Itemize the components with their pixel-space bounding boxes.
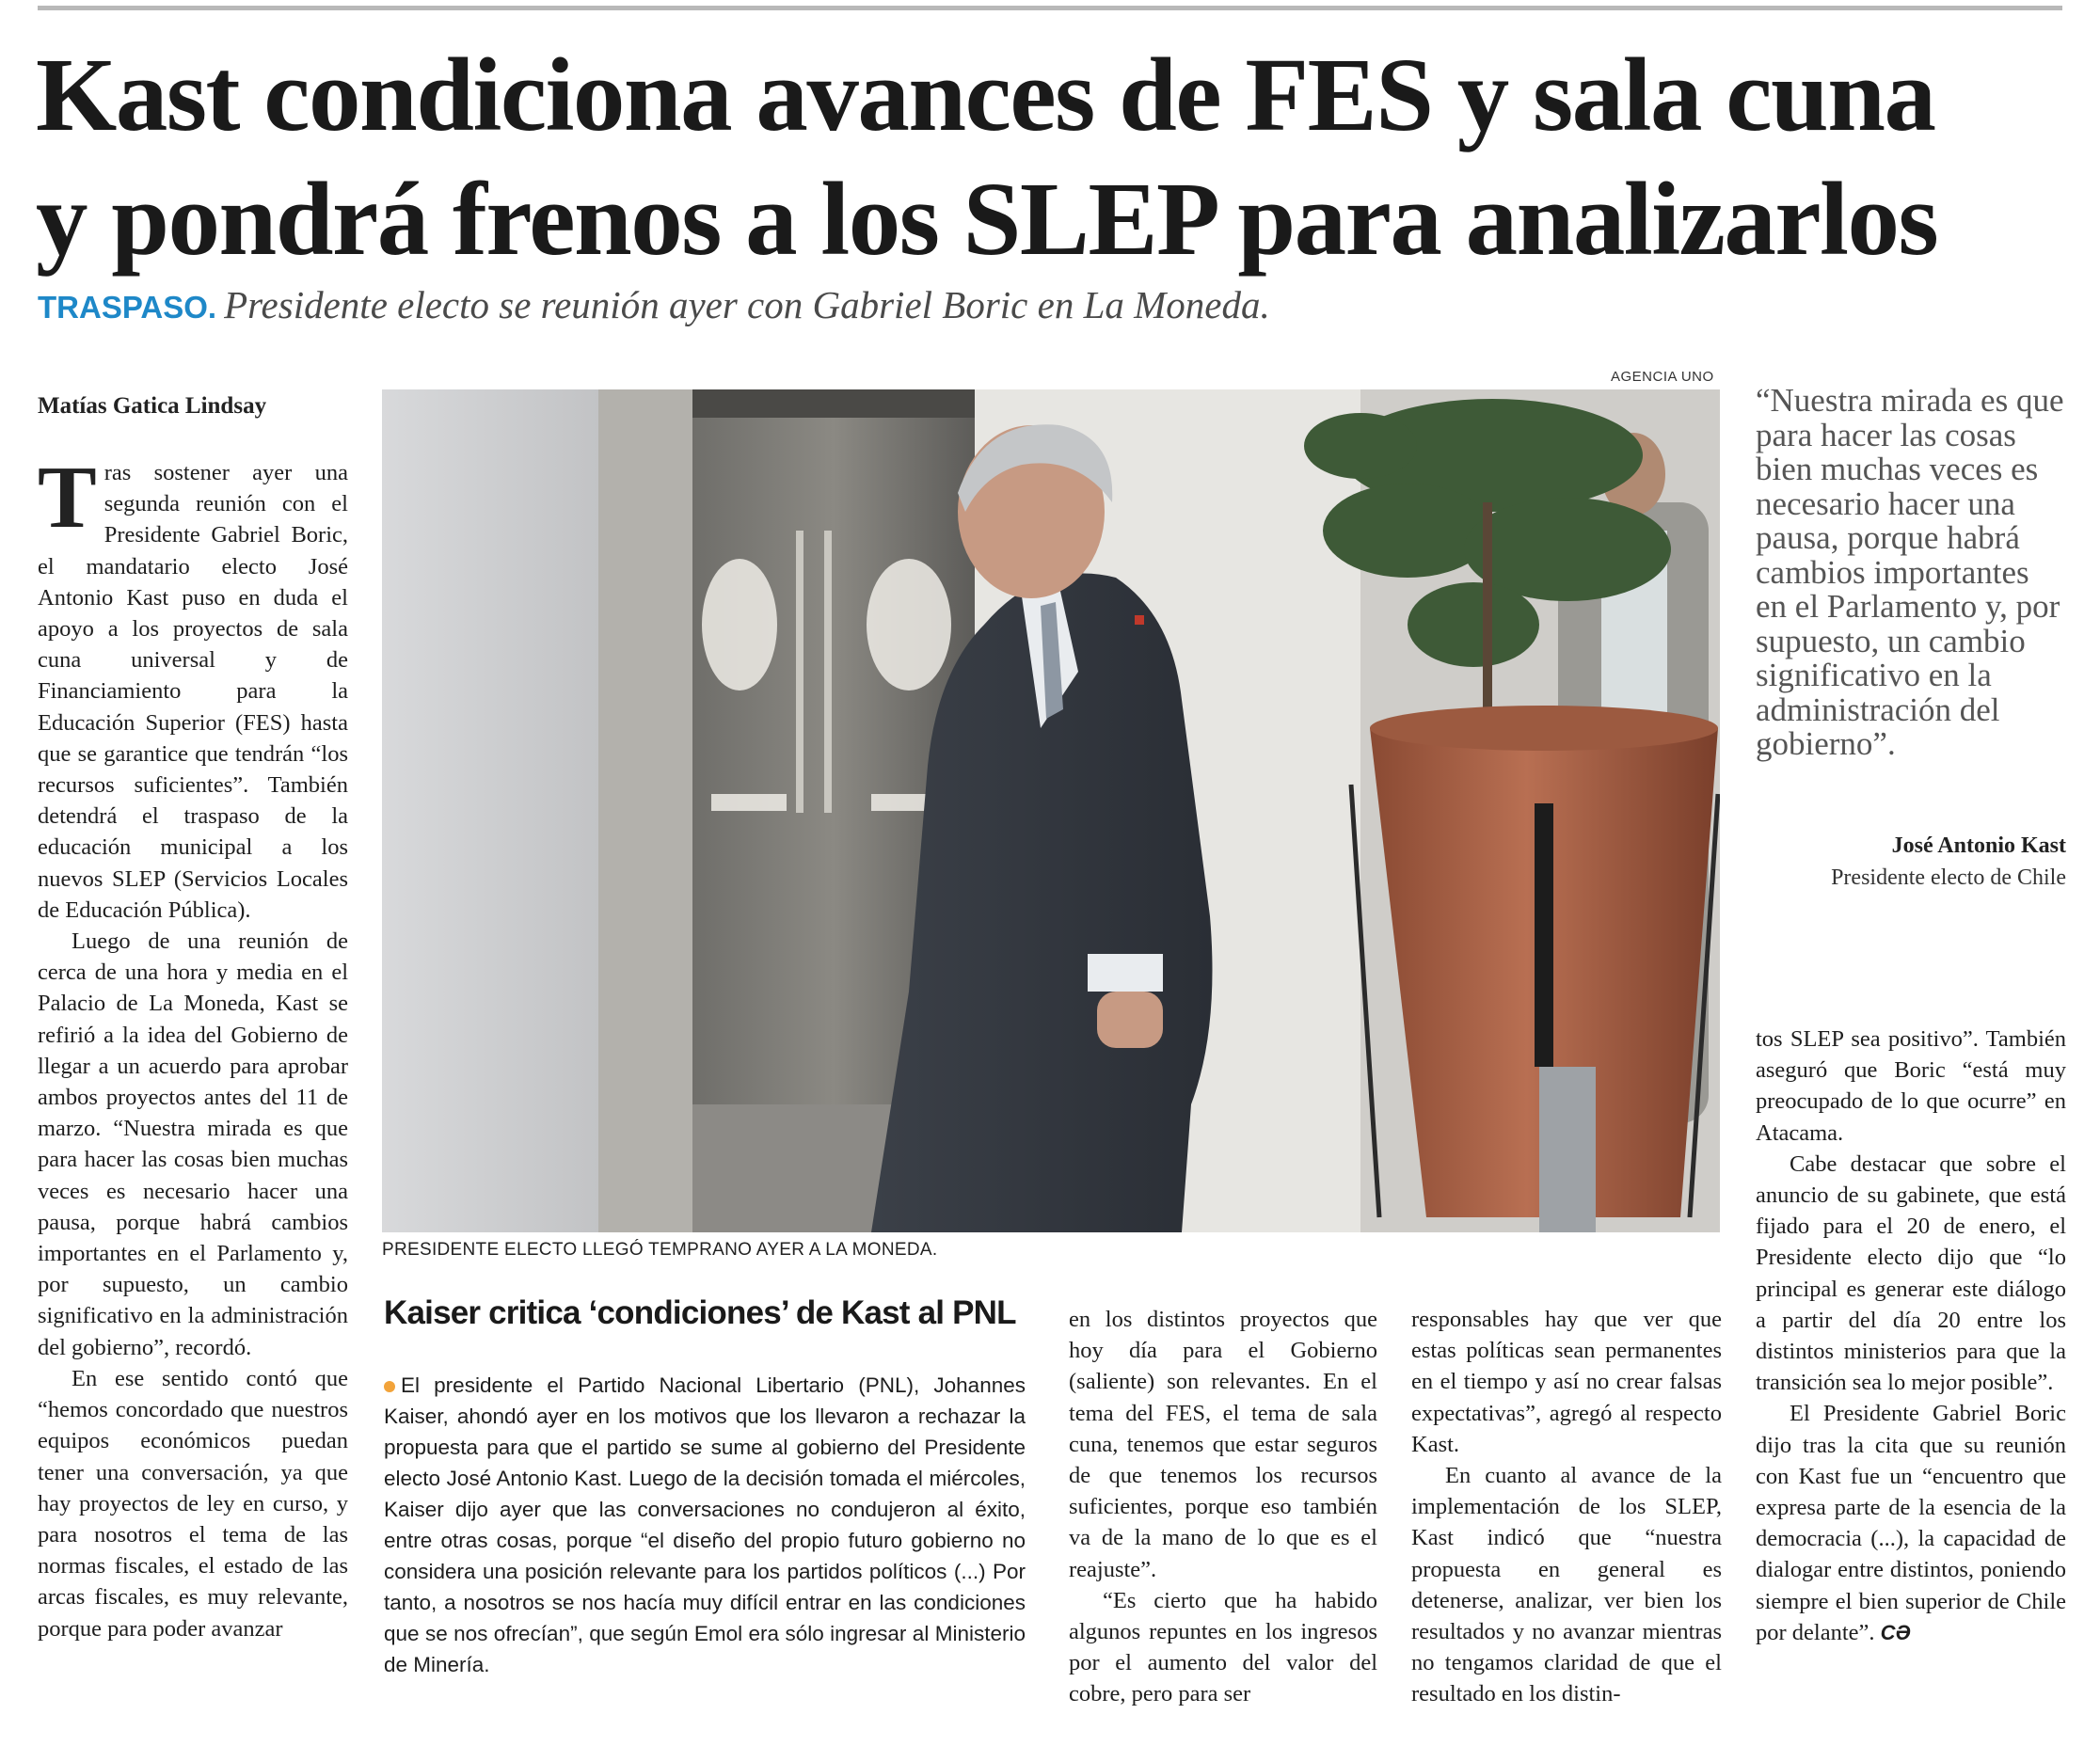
orange-bullet-icon <box>384 1381 395 1392</box>
article-paragraph-3: En ese sentido contó que “hemos concordado que nuestros equipos económicos puedan tener una conversación, ya que hay proyectos de ley en curso, y para nosotros el tema de las normas fiscales, el estado de las arcas fiscales, es muy relevante, porque para poder avanzar <box>38 1365 348 1642</box>
article-paragraph-8: tos SLEP sea positivo”. También aseguró que Boric “está muy preocupado de lo que ocurre” en Atacama. <box>1756 1026 2066 1146</box>
top-rule <box>38 6 2062 10</box>
byline: Matías Gatica Lindsay <box>38 393 267 419</box>
article-paragraph-4: en los distintos proyectos que hoy día para el Gobierno (saliente) son relevantes. En el tema del FES, el tema de sala cuna, tenemos que estar seguros de que tenemos los recursos suficientes, porque eso también va de la mano de lo que es el reajuste”. <box>1069 1307 1377 1582</box>
sidebar-body <box>384 1370 1026 1680</box>
sidebar-text: El presidente el Partido Nacional Libertario (PNL), Johannes Kaiser, ahondó ayer en los motivos que los llevaron a rechazar la propuesta para que el partido se sume al gobierno del Presidente electo José Antonio Kast. Luego de la decisión tomada el miércoles, Kaiser dijo ayer que las conversaciones no condujeron al éxito, entre otras cosas, porque “el diseño del propio futuro gobierno no considera una posición relevante para los partidos políticos (...) Por tanto, a nosotros se nos hacía muy difícil entrar en las condiciones que se nos ofrecían”, que según Emol era sólo ingresar al Ministerio de Minería. <box>384 1373 1026 1676</box>
photo-caption: PRESIDENTE ELECTO LLEGÓ TEMPRANO AYER A LA MONEDA. <box>382 1240 938 1260</box>
pull-quote-author: José Antonio Kast <box>1891 833 2066 858</box>
article-column-1 <box>38 449 348 1644</box>
article-paragraph-1: Tras sostener ayer una segunda reunión con el Presidente Gabriel Boric, el mandatario electo José Antonio Kast puso en duda el apoyo a los proyectos de sala cuna universal y de Financiamiento para la Educación Superior (FES) hasta que se garantice que tendrán “los recursos suficientes”. También detendrá el traspaso de la educación municipal a los nuevos SLEP (Servicios Locales de Educación Pública). <box>38 449 348 923</box>
article-paragraph-7: En cuanto al avance de la implementación de los SLEP, Kast indicó que “nuestra propuesta en general es detenerse, analizar, ver bien los resultados y no avanzar mientras no tengamos claridad de que el resultado en los distin- <box>1411 1463 1722 1707</box>
headline-line-2: y pondrá frenos a los SLEP para analizarlos <box>36 162 1938 278</box>
article-paragraph-10: El Presidente Gabriel Boric dijo tras la cita que su reunión con Kast fue un “encuentro que expresa parte de la esencia de la democracia (...), la capacidad de dialogar entre distintos, poniendo siempre el bien superior de Chile por delante”. CƏ <box>1756 1401 2066 1645</box>
sidebar-title: Kaiser critica ‘condiciones’ de Kast al PNL <box>384 1294 1016 1331</box>
pull-quote-role: Presidente electo de Chile <box>1831 865 2066 890</box>
headline-line-1: Kast condiciona avances de FES y sala cuna <box>36 38 1935 153</box>
article-paragraph-9: Cabe destacar que sobre el anuncio de su gabinete, que está fijado para el 20 de enero, el Presidente electo dijo que “lo principal es generar este diálogo a partir del día 20 entre los distintos ministerios para que la transición sea lo mejor posible”. <box>1756 1151 2066 1396</box>
article-paragraph-2: Luego de una reunión de cerca de una hora y media en el Palacio de La Moneda, Kast se refirió a la idea del Gobierno de llegar a un acuerdo para aprobar ambos proyectos antes del 11 de marzo. “Nuestra mirada es que para hacer las cosas bien muchas veces es necesario hacer una pausa, porque habrá cambios importantes en el Parlamento y, por supuesto, un cambio significativo en la administración del gobierno”, recordó. <box>38 929 348 1360</box>
end-mark-icon: CƏ <box>1880 1620 1911 1644</box>
headline <box>36 34 2077 282</box>
deck <box>38 282 1270 327</box>
drop-cap: T <box>38 449 97 547</box>
article-column-4 <box>1411 1304 1722 1710</box>
photo-illustration <box>382 389 1720 1232</box>
photo-credit: AGENCIA UNO <box>1611 369 1714 385</box>
article-column-5 <box>1756 1024 2066 1648</box>
deck-text: Presidente electo se reunión ayer con Gabriel Boric en La Moneda. <box>224 283 1270 326</box>
article-column-3 <box>1069 1304 1377 1710</box>
article-paragraph-5: “Es cierto que ha habido algunos repuntes en los ingresos por el aumento del valor del cobre, pero para ser <box>1069 1587 1377 1707</box>
photo <box>382 389 1720 1232</box>
pull-quote: “Nuestra mirada es que para hacer las cosas bien muchas veces es necesario hacer una pausa, porque habrá cambios importantes en el Parlamento y, por supuesto, un cambio significativo en la administración del gobierno”. <box>1756 382 2064 762</box>
deck-kicker: TRASPASO. <box>38 290 217 325</box>
article-paragraph-6: responsables hay que ver que estas políticas sean permanentes en el tiempo y así no crear falsas expectativas”, agregó al respecto Kast. <box>1411 1307 1722 1457</box>
